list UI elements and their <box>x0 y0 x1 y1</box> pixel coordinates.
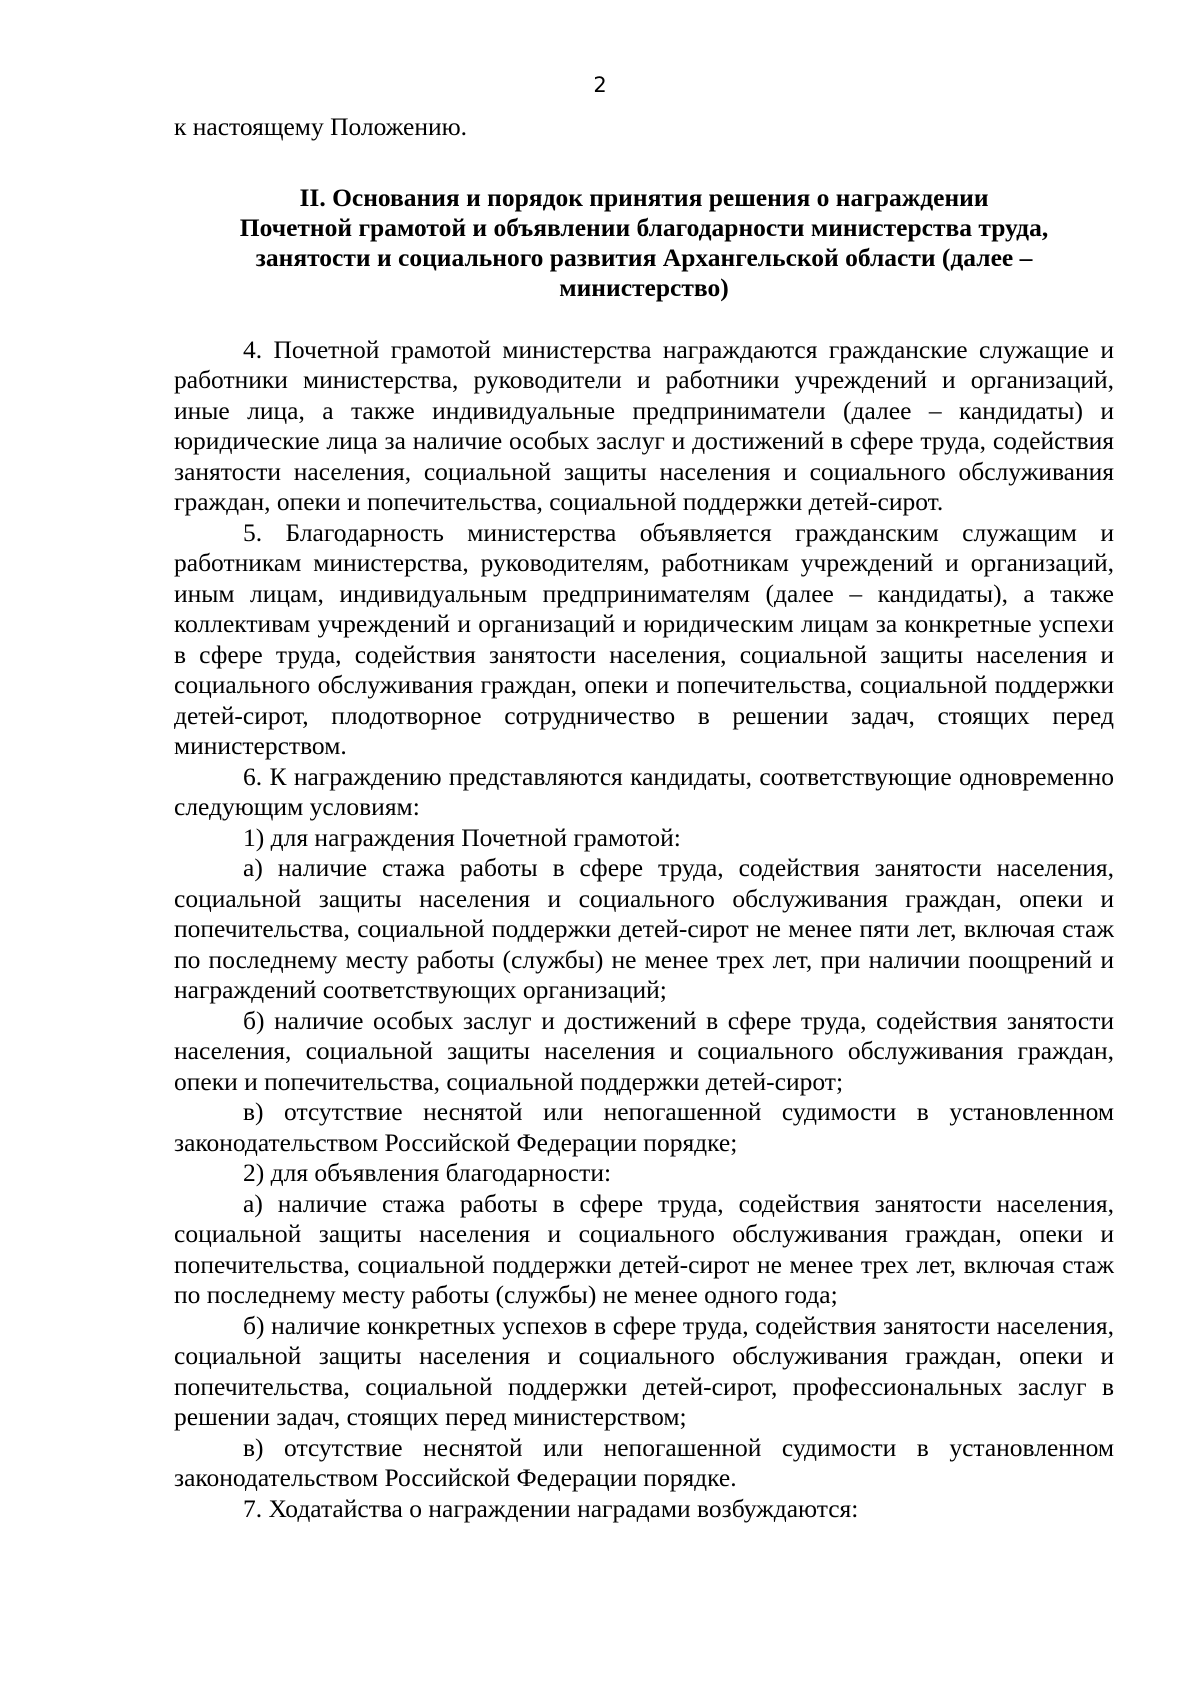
section-heading-line: II. Основания и порядок принятия решения о награждении <box>299 182 989 212</box>
page-number: 2 <box>593 73 607 97</box>
paragraph-6-1-a: а) наличие стажа работы в сфере труда, содействия занятости населения, социальной защиты населения и социального обслуживания граждан, опеки и попечительства, социальной поддержки детей-сирот не менее пяти лет, включая стаж по последнему месту работы (службы) не менее трех лет, при наличии поощрений и награждений соответствующих организаций; <box>174 853 1114 1004</box>
paragraph-6-2-v: в) отсутствие неснятой или непогашенной судимости в установленном законодательством Российской Федерации порядке. <box>174 1432 1114 1492</box>
paragraph-5: 5. Благодарность министерства объявляется гражданским служащим и работникам министерства, руководителям, работникам учреждений и организаций, иным лицам, индивидуальным предпринимателям (далее – кандидаты), а также коллективам учреждений и организаций и юридическим лицам за конкретные успехи в сфере труда, содействия занятости населения, социальной защиты населения и социального обслуживания граждан, опеки и попечительства, социальной поддержки детей-сирот, плодотворное сотрудничество в решении задач, стоящих перед министерством. <box>174 517 1114 760</box>
section-heading <box>174 183 1114 303</box>
paragraph-6-1-b: б) наличие особых заслуг и достижений в сфере труда, содействия занятости населения, социальной защиты населения и социального обслуживания граждан, опеки и попечительства, социальной поддержки детей-сирот; <box>174 1005 1114 1096</box>
document-body <box>174 112 1114 1524</box>
paragraph-6-2: 2) для объявления благодарности: <box>243 1158 612 1187</box>
paragraph-6: 6. К награждению представляются кандидаты, соответствующие одновременно следующим условиям: <box>174 761 1114 821</box>
paragraph-6-2-b: б) наличие конкретных успехов в сфере труда, содействия занятости населения, социальной защиты населения и социального обслуживания граждан, опеки и попечительства, социальной поддержки детей-сирот, профессиональных заслуг в решении задач, стоящих перед министерством; <box>174 1310 1114 1431</box>
section-heading-line: занятости и социального развития Архангельской области (далее – <box>255 242 1033 272</box>
paragraph-6-1-v: в) отсутствие неснятой или непогашенной судимости в установленном законодательством Российской Федерации порядке; <box>174 1097 1114 1157</box>
paragraph-4: 4. Почетной грамотой министерства награждаются гражданские служащие и работники министерства, руководители и работники учреждений и организаций, иные лица, а также индивидуальные предприниматели (далее – кандидаты) и юридические лица за наличие особых заслуг и достижений в сфере труда, содействия занятости населения, социальной защиты населения и социального обслуживания граждан, опеки и попечительства, социальной поддержки детей-сирот. <box>174 334 1114 516</box>
section-heading-line: министерство) <box>559 272 729 302</box>
paragraph-7: 7. Ходатайства о награждении наградами возбуждаются: <box>243 1493 859 1523</box>
paragraph-6-1: 1) для награждения Почетной грамотой: <box>243 822 681 852</box>
section-heading-line: Почетной грамотой и объявлении благодарности министерства труда, <box>239 212 1049 242</box>
paragraph-6-2-a: а) наличие стажа работы в сфере труда, содействия занятости населения, социальной защиты населения и социального обслуживания граждан, опеки и попечительства, социальной поддержки детей-сирот не менее трех лет, включая стаж по последнему месту работы (службы) не менее одного года; <box>174 1188 1114 1309</box>
intro-continuation: к настоящему Положению. <box>174 112 468 141</box>
